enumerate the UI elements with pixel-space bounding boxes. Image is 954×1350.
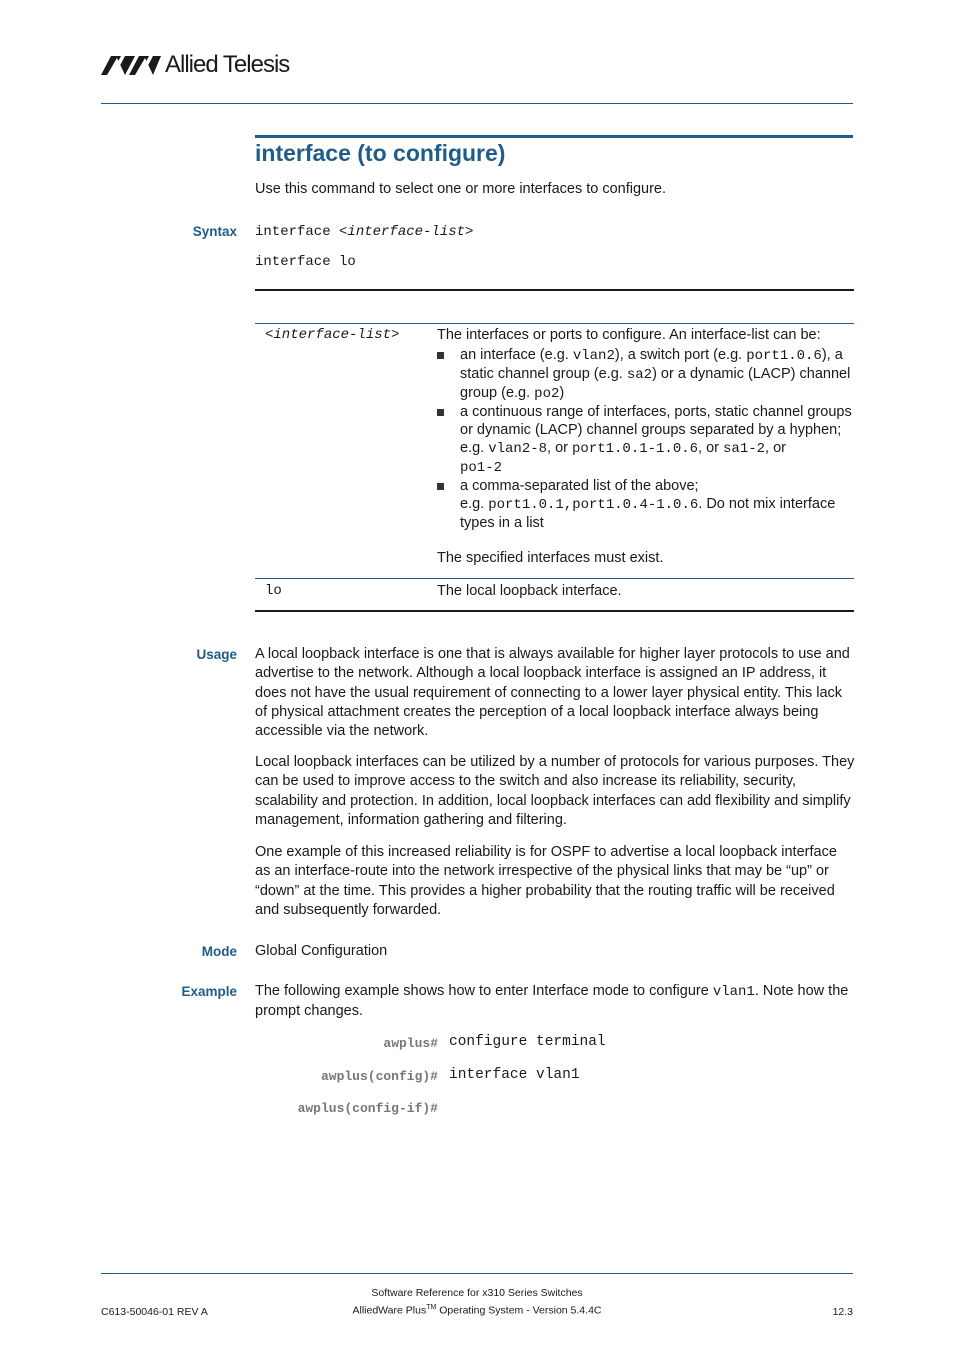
param-lo-desc: The local loopback interface. [437,583,622,599]
param-bullet-list [437,346,852,532]
param-lo: lo [265,583,282,599]
footer-subtitle: AlliedWare Plus™ Operating System - Version 5.4.4C [352,1304,602,1317]
usage-paragraph-2: Local loopback interfaces can be utilized by a number of protocols for various purposes. They can be used to improve access to the switch and also increase its reliability, security, scalability and protection. In addition, local loopback interfaces can add flexibility and simplify management, information gathering and filtering. [255,754,855,828]
header-divider [101,103,853,104]
param-interface-list: <interface-list> [265,327,400,343]
example-prompt-2: awplus(config)# [320,1069,438,1084]
page-number: 12.3 [832,1306,853,1318]
example-label: Example [181,984,237,999]
param-interface-list-note: The specified interfaces must exist. [437,550,664,566]
allied-telesis-logo-icon [101,54,161,76]
list-item: a comma-separated list of the above; e.g. port1.0.1,port1.0.4-1.0.6. Do not mix interface types in a list [437,477,852,532]
bullet-icon [437,352,444,359]
example-prompt-3: awplus(config-if)# [297,1101,438,1116]
usage-label: Usage [196,647,237,662]
mode-value: Global Configuration [255,943,388,959]
example-prompt-1: awplus# [383,1036,438,1051]
param-interface-list-desc: The interfaces or ports to configure. An interface-list can be: [437,327,821,343]
example-command-2: interface vlan1 [449,1067,580,1083]
syntax-line-1: interface <interface-list> [255,224,474,240]
list-item: a continuous range of interfaces, ports, static channel groups or dynamic (LACP) channel groups separated by a hyphen; e.g. vlan2-8, or port1.0.1-1.0.6, or sa1-2, or po1-2 [437,403,852,477]
list-item: an interface (e.g. vlan2), a switch port (e.g. port1.0.6), a static channel group (e.g. sa2) or a dynamic (LACP) channel group (e.g. po2) [437,346,852,403]
page-title: interface (to configure) [255,140,506,166]
footer-title: Software Reference for x310 Series Switches [371,1287,583,1299]
table-bottom-rule [255,610,854,612]
brand-name: Allied Telesis [165,51,290,78]
intro-text: Use this command to select one or more interfaces to configure. [255,181,667,197]
brand-logo [101,50,289,80]
syntax-line-2: interface lo [255,254,356,270]
mode-label: Mode [201,944,237,959]
footer-divider [101,1273,853,1274]
syntax-label: Syntax [192,224,237,239]
example-command-1: configure terminal [449,1034,606,1050]
table-row-rule [255,578,854,579]
usage-paragraph-1: A local loopback interface is one that is always available for higher layer protocols to use and advertise to the network. Although a local loopback interface is assigned an IP address, it does not have the usual requirement of connecting to a lower layer physical entity. This lack of physical attachment creates the perception of a local loopback interface always being accessible via the network. [255,646,850,740]
title-divider [255,135,853,138]
example-text: The following example shows how to enter Interface mode to configure vlan1. Note how the prompt changes. [255,983,849,1020]
usage-paragraph-3: One example of this increased reliability is for OSPF to advertise a local loopback interface as an interface-route into the network irrespective of the physical links that may be “up” or “down” at the time. This provides a higher probability that the routing traffic will be received and subsequently forwarded. [255,844,837,918]
table-top-rule [255,289,854,291]
bullet-icon [437,483,444,490]
table-header-rule [255,323,854,324]
bullet-icon [437,409,444,416]
footer-doc-id: C613-50046-01 REV A [101,1306,208,1318]
